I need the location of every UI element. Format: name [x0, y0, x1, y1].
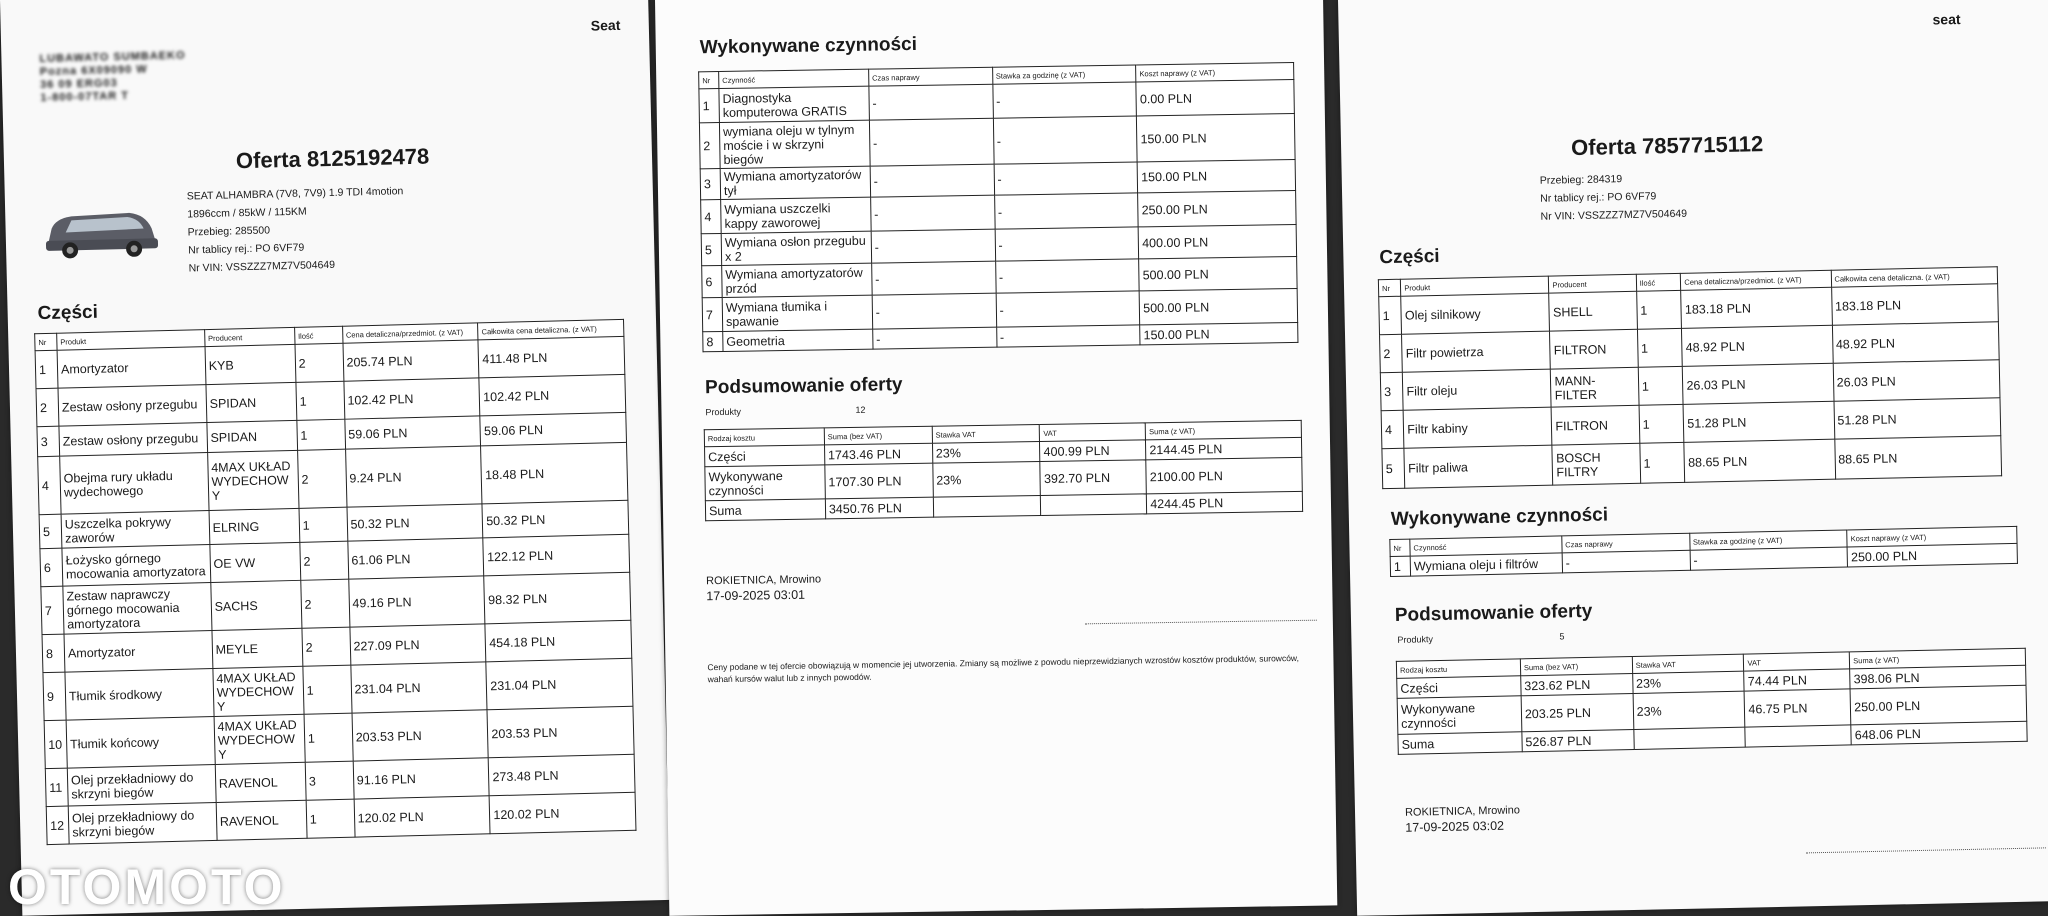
- parts-heading: Części: [37, 301, 99, 325]
- cell-nr: 4: [701, 199, 722, 233]
- cell-cost: 0.00 PLN: [1136, 79, 1294, 115]
- vehicle-plate: Nr tablicy rej.: PO 6VF79: [188, 241, 305, 257]
- cell-cost: 500.00 PLN: [1139, 256, 1297, 290]
- cell-time: -: [870, 164, 994, 197]
- cell-producer: SACHS: [211, 580, 302, 630]
- cell-unit: 120.02 PLN: [354, 796, 491, 837]
- col-header: Rodzaj kosztu: [704, 428, 824, 447]
- cell-vat: [1041, 494, 1147, 516]
- cell-nr: 9: [43, 672, 66, 721]
- cell-unit: 183.18 PLN: [1681, 287, 1832, 328]
- company-header-blurred: [39, 49, 186, 105]
- col-header: Czynność: [1410, 536, 1562, 556]
- vehicle-details: [1540, 169, 1688, 226]
- cell-nr: 1: [699, 89, 720, 123]
- cell-nr: 2: [36, 388, 59, 427]
- cell-qty: 2: [295, 343, 344, 382]
- products-count: 5: [1559, 631, 1565, 642]
- cell-total: 98.32 PLN: [484, 572, 631, 624]
- cell-qty: 1: [297, 419, 346, 450]
- company-line: LUBAWATO SUMBAEKO: [39, 49, 186, 66]
- cell-net: 323.62 PLN: [1521, 673, 1633, 695]
- cell-qty: 1: [1636, 290, 1681, 329]
- summary-table: [704, 420, 1303, 521]
- cell-nr: 4: [38, 456, 61, 515]
- cell-cost: 150.00 PLN: [1140, 322, 1298, 344]
- cell-net: 203.25 PLN: [1521, 693, 1634, 731]
- vehicle-model: SEAT ALHAMBRA (7V8, 7V9) 1.9 TDI 4motion: [186, 185, 404, 203]
- cell-cost: 150.00 PLN: [1137, 159, 1295, 192]
- offer-place: ROKIETNICA, Mrowino: [706, 573, 822, 588]
- col-header: Producent: [1549, 274, 1637, 293]
- cell-qty: 2: [300, 579, 349, 628]
- cell-name: Wymiana uszczelki kappy zaworowej: [721, 197, 871, 233]
- col-header: Suma (bez VAT): [1520, 656, 1632, 675]
- cell-vat_rate: 23%: [1632, 671, 1744, 693]
- vehicle-vin: Nr VIN: VSSZZZ7MZ7V504649: [1540, 207, 1688, 223]
- col-header: Nr: [699, 72, 719, 89]
- cell-producer: SPIDAN: [206, 382, 297, 422]
- col-header: Czynność: [719, 69, 869, 88]
- cell-unit: 203.53 PLN: [352, 710, 489, 761]
- cell-net: 1707.30 PLN: [825, 463, 933, 499]
- cell-name: wymiana oleju w tylnym moście i w skrzyni biegów: [719, 120, 870, 168]
- cell-product: Olej przekładniowy do skrzyni biegów: [67, 764, 216, 806]
- offer-place: ROKIETNICA, Mrowino: [1404, 804, 1521, 819]
- parts-table: [34, 319, 636, 845]
- cell-product: Amortyzator: [64, 631, 213, 673]
- cell-rate: -: [992, 82, 1136, 118]
- cell-total: 183.18 PLN: [1831, 284, 1998, 325]
- cell-type: Wykonywane czynności: [1397, 696, 1522, 735]
- vehicle-engine: 1896ccm / 85kW / 115KM: [187, 205, 307, 221]
- col-header: VAT: [1744, 652, 1850, 671]
- col-header: Rodzaj kosztu: [1396, 659, 1520, 679]
- offer-sheet-1: [0, 0, 670, 916]
- cell-rate: -: [1690, 547, 1848, 570]
- cell-product: Tłumik końcowy: [66, 716, 215, 768]
- cell-producer: MANN-FILTER: [1551, 367, 1639, 407]
- cell-product: Zestaw osłony przegubu: [58, 385, 207, 427]
- products-count: 12: [855, 404, 866, 415]
- cell-vat: 400.99 PLN: [1040, 440, 1146, 462]
- brand-label: seat: [1932, 10, 1961, 28]
- cell-unit: 50.32 PLN: [347, 504, 484, 541]
- col-header: Producent: [204, 327, 294, 346]
- cell-total: 18.48 PLN: [481, 442, 628, 504]
- col-header: Suma (bez VAT): [824, 426, 932, 445]
- cell-nr: 1: [1390, 556, 1410, 576]
- col-header: Stawka za godzinę (z VAT): [1689, 530, 1847, 550]
- cell-type: Suma: [1398, 732, 1522, 755]
- cell-producer: BOSCH FILTRY: [1552, 443, 1640, 485]
- cell-time: -: [871, 261, 995, 295]
- cell-total: 26.03 PLN: [1833, 360, 2000, 401]
- col-header: Ilość: [294, 326, 342, 344]
- cell-unit: 48.92 PLN: [1682, 325, 1833, 366]
- cell-product: Zestaw osłony przegubu: [59, 423, 207, 457]
- cell-producer: SHELL: [1549, 291, 1637, 331]
- cell-nr: 7: [41, 586, 64, 635]
- cell-name: Wymiana amortyzatorów przód: [722, 263, 872, 297]
- cell-qty: 2: [302, 627, 351, 666]
- cell-type: Suma: [705, 499, 825, 521]
- offer-sheet-2: [655, 0, 1337, 916]
- cell-nr: 10: [44, 720, 67, 769]
- cell-vat_rate: [933, 496, 1041, 518]
- cell-nr: 12: [46, 806, 69, 845]
- cell-producer: OE VW: [210, 542, 301, 582]
- cell-name: Wymiana oleju i filtrów: [1410, 553, 1562, 576]
- cell-cost: 250.00 PLN: [1847, 543, 2017, 567]
- company-line: 36 09 ERG03: [39, 77, 118, 92]
- services-heading: Wykonywane czynności: [699, 33, 918, 59]
- cell-vat_rate: 23%: [933, 462, 1041, 498]
- cell-total: 50.32 PLN: [482, 500, 628, 538]
- cell-unit: 91.16 PLN: [353, 758, 490, 799]
- cell-unit: 26.03 PLN: [1683, 363, 1834, 404]
- cell-time: -: [871, 229, 995, 263]
- cell-nr: 3: [37, 426, 60, 457]
- cell-product: Olej przekładniowy do skrzyni biegów: [68, 802, 217, 844]
- cell-nr: 5: [1382, 448, 1405, 488]
- parts-table: [1378, 266, 2002, 489]
- services-table: [698, 62, 1298, 352]
- cell-qty: 3: [305, 761, 354, 800]
- cell-type: Części: [705, 445, 825, 467]
- cell-total: 454.18 PLN: [485, 620, 632, 662]
- cell-qty: 1: [303, 665, 352, 714]
- vehicle-mileage: Przebieg: 285500: [187, 224, 271, 239]
- cell-rate: -: [995, 259, 1139, 293]
- cell-qty: 1: [306, 799, 355, 838]
- price-disclaimer: Ceny podane w tej ofercie obowiązują w momencie jej utworzenia. Zmiany są możliwe z powodu nieprzewidzianych wzrostów kosztów produktów, surowców, wahań kursów walut lub z innych powodów.: [707, 652, 1299, 685]
- summary-heading: Podsumowanie oferty: [704, 374, 903, 399]
- cell-nr: 1: [1379, 296, 1402, 334]
- cell-name: Wymiana amortyzatorów tył: [720, 166, 870, 199]
- col-header: Suma (z VAT): [1850, 648, 2026, 669]
- cell-producer: MEYLE: [212, 628, 303, 668]
- cell-rate: -: [993, 116, 1137, 164]
- cell-producer: 4MAX UKŁAD WYDECHOW Y: [213, 666, 304, 716]
- cell-vat: 46.75 PLN: [1745, 689, 1852, 727]
- col-header: Stawka VAT: [932, 425, 1040, 444]
- cell-total: 231.04 PLN: [486, 658, 633, 710]
- cell-product: Łożysko górnego mocowania amortyzatora: [62, 545, 211, 587]
- col-header: Suma (z VAT): [1145, 420, 1301, 439]
- cell-producer: 4MAX UKŁAD WYDECHOW Y: [207, 450, 298, 510]
- cell-unit: 49.16 PLN: [348, 576, 485, 627]
- cell-nr: 6: [702, 265, 722, 297]
- cell-unit: 59.06 PLN: [344, 416, 480, 449]
- cell-time: -: [873, 327, 997, 349]
- cell-time: -: [1562, 550, 1690, 573]
- cell-unit: 231.04 PLN: [350, 662, 487, 713]
- cell-vat_rate: [1634, 727, 1746, 749]
- cell-unit: 102.42 PLN: [344, 378, 481, 419]
- cell-producer: KYB: [205, 344, 296, 384]
- cell-producer: FILTRON: [1550, 329, 1638, 369]
- cell-gross: 2100.00 PLN: [1146, 457, 1302, 493]
- col-header: Koszt naprawy (z VAT): [1136, 62, 1294, 81]
- cell-gross: 2144.45 PLN: [1146, 437, 1302, 459]
- cell-rate: -: [995, 227, 1139, 261]
- offer-title: Oferta 7857715112: [1570, 131, 1764, 161]
- cell-nr: 3: [1380, 372, 1403, 410]
- cell-unit: 61.06 PLN: [347, 538, 484, 579]
- cell-rate: -: [996, 291, 1140, 327]
- cell-qty: 1: [1639, 404, 1684, 443]
- col-header: Produkt: [1401, 276, 1549, 296]
- cell-total: 411.48 PLN: [478, 336, 625, 378]
- summary-table: [1396, 648, 2028, 755]
- cell-nr: 8: [42, 634, 65, 673]
- products-count-label: Produkty: [1397, 634, 1434, 645]
- cell-name: Geometria: [723, 329, 873, 351]
- cell-nr: 5: [39, 514, 62, 549]
- cell-nr: 4: [1381, 410, 1404, 448]
- cell-producer: SPIDAN: [207, 420, 298, 452]
- cell-producer: FILTRON: [1552, 405, 1640, 445]
- cell-total: 273.48 PLN: [489, 754, 636, 796]
- cell-total: 51.28 PLN: [1834, 398, 2001, 439]
- cell-type: Części: [1397, 676, 1521, 699]
- cell-vat: 392.70 PLN: [1040, 460, 1146, 496]
- cell-cost: 400.00 PLN: [1138, 224, 1296, 258]
- cell-qty: 1: [299, 507, 348, 542]
- cell-vat: [1745, 725, 1851, 747]
- cell-product: Obejma rury układu wydechowego: [60, 453, 209, 515]
- cell-time: -: [869, 118, 993, 166]
- cell-product: Tłumik środkowy: [65, 669, 214, 721]
- cell-qty: 1: [1640, 442, 1685, 483]
- cell-total: 120.02 PLN: [489, 792, 636, 834]
- cell-name: Diagnostyka komputerowa GRATIS: [719, 86, 869, 122]
- cell-nr: 2: [1380, 334, 1403, 372]
- col-header: Całkowita cena detaliczna. (z VAT): [478, 319, 624, 340]
- cell-product: Filtr oleju: [1403, 369, 1552, 410]
- services-table: [1389, 526, 2018, 577]
- cell-qty: 1: [304, 713, 353, 762]
- brand-label: Seat: [590, 16, 621, 34]
- cell-qty: 2: [297, 449, 346, 508]
- cell-name: Wymiana osłon przegubu x 2: [721, 231, 871, 265]
- parts-heading: Części: [1379, 245, 1440, 269]
- col-header: VAT: [1040, 423, 1146, 442]
- col-header: Produkt: [57, 330, 205, 351]
- signature-line: [1806, 847, 2046, 853]
- cell-product: Zestaw naprawczy górnego mocowania amortyzatora: [63, 583, 212, 635]
- cell-vat_rate: 23%: [1633, 691, 1746, 729]
- col-header: Nr: [1378, 279, 1401, 296]
- offer-sheet-3: [1338, 0, 2048, 916]
- cell-qty: 1: [296, 381, 345, 420]
- company-line: 1-800-07TAR T: [40, 89, 130, 105]
- cell-producer: ELRING: [209, 508, 300, 544]
- cell-gross: 250.00 PLN: [1850, 685, 2026, 725]
- col-header: Stawka za godzinę (z VAT): [992, 65, 1136, 84]
- cell-product: Filtr kabiny: [1403, 407, 1552, 448]
- cell-product: Filtr paliwa: [1404, 445, 1553, 488]
- cell-nr: 1: [35, 350, 58, 389]
- cell-total: 88.65 PLN: [1834, 436, 2001, 479]
- col-header: Stawka VAT: [1632, 654, 1744, 673]
- cell-net: 3450.76 PLN: [825, 497, 933, 519]
- cell-nr: 5: [701, 233, 721, 265]
- cell-qty: 1: [1638, 366, 1683, 405]
- cell-gross: 648.06 PLN: [1851, 721, 2027, 745]
- cell-total: 102.42 PLN: [479, 374, 626, 416]
- offer-date: 17-09-2025 03:01: [706, 587, 806, 604]
- otomoto-watermark: OTOMOTO: [8, 859, 286, 915]
- signature-line: [1085, 620, 1317, 625]
- cell-nr: 11: [45, 768, 68, 807]
- cell-vat: 74.44 PLN: [1744, 669, 1850, 691]
- cell-qty: 1: [1637, 328, 1682, 367]
- cell-net: 526.87 PLN: [1522, 729, 1634, 751]
- col-header: Czas naprawy: [868, 67, 992, 86]
- cell-nr: 6: [40, 548, 63, 587]
- cell-product: Olej silnikowy: [1401, 293, 1550, 334]
- cell-unit: 9.24 PLN: [345, 446, 482, 507]
- vehicle-mileage: Przebieg: 284319: [1539, 173, 1623, 187]
- cell-nr: 7: [702, 297, 723, 331]
- cell-unit: 88.65 PLN: [1684, 439, 1835, 482]
- cell-nr: 8: [703, 331, 723, 351]
- cell-cost: 150.00 PLN: [1137, 113, 1295, 161]
- cell-product: Amortyzator: [57, 347, 206, 389]
- cell-producer: 4MAX UKŁAD WYDECHOW Y: [214, 714, 305, 764]
- company-line: Pozna 6X09090 W: [39, 63, 148, 79]
- cell-total: 122.12 PLN: [483, 534, 630, 576]
- cell-nr: 2: [699, 123, 720, 169]
- cell-name: Wymiana tłumika i spawanie: [722, 295, 872, 331]
- cell-product: Uszczelka pokrywy zaworów: [61, 511, 210, 549]
- cell-producer: RAVENOL: [216, 800, 307, 840]
- services-heading: Wykonywane czynności: [1390, 504, 1609, 531]
- cell-total: 59.06 PLN: [480, 412, 626, 446]
- col-header: Cena detaliczna/przedmiot. (z VAT): [1681, 270, 1831, 290]
- summary-heading: Podsumowanie oferty: [1394, 600, 1593, 626]
- cell-product: Filtr powietrza: [1402, 331, 1551, 372]
- cell-producer: RAVENOL: [215, 762, 306, 802]
- cell-rate: -: [994, 193, 1138, 229]
- cell-gross: 4244.45 PLN: [1147, 491, 1303, 513]
- cell-qty: 2: [300, 541, 349, 580]
- vehicle-plate: Nr tablicy rej.: PO 6VF79: [1540, 190, 1657, 205]
- cell-time: -: [872, 293, 996, 329]
- offer-title: Oferta 8125192478: [235, 143, 430, 174]
- cell-total: 48.92 PLN: [1832, 322, 1999, 363]
- cell-rate: -: [996, 325, 1140, 347]
- col-header: Ilość: [1636, 273, 1681, 291]
- vehicle-details: [187, 182, 406, 277]
- cell-time: -: [870, 195, 994, 231]
- cell-net: 1743.46 PLN: [824, 443, 932, 465]
- cell-nr: 3: [700, 168, 720, 199]
- col-header: Nr: [1390, 539, 1410, 556]
- col-header: Całkowita cena detaliczna. (z VAT): [1831, 267, 1998, 287]
- cell-unit: 51.28 PLN: [1683, 401, 1834, 442]
- col-header: Koszt naprawy (z VAT): [1847, 526, 2017, 547]
- cell-rate: -: [994, 162, 1138, 195]
- cell-unit: 227.09 PLN: [350, 624, 487, 665]
- cell-cost: 500.00 PLN: [1139, 288, 1297, 324]
- cell-gross: 398.06 PLN: [1850, 665, 2026, 689]
- col-header: Czas naprawy: [1562, 533, 1690, 553]
- cell-time: -: [869, 84, 993, 120]
- products-count-label: Produkty: [705, 406, 742, 418]
- col-header: Cena detaliczna/przedmiot. (z VAT): [342, 323, 478, 343]
- cell-vat_rate: 23%: [932, 442, 1040, 464]
- col-header: Nr: [35, 333, 57, 351]
- cell-unit: 205.74 PLN: [343, 340, 480, 381]
- offer-date: 17-09-2025 03:02: [1405, 818, 1505, 835]
- cell-total: 203.53 PLN: [487, 706, 634, 758]
- car-photo: [41, 200, 160, 265]
- cell-cost: 250.00 PLN: [1138, 190, 1296, 226]
- vehicle-vin: Nr VIN: VSSZZZ7MZ7V504649: [188, 258, 336, 275]
- cell-type: Wykonywane czynności: [705, 465, 825, 501]
